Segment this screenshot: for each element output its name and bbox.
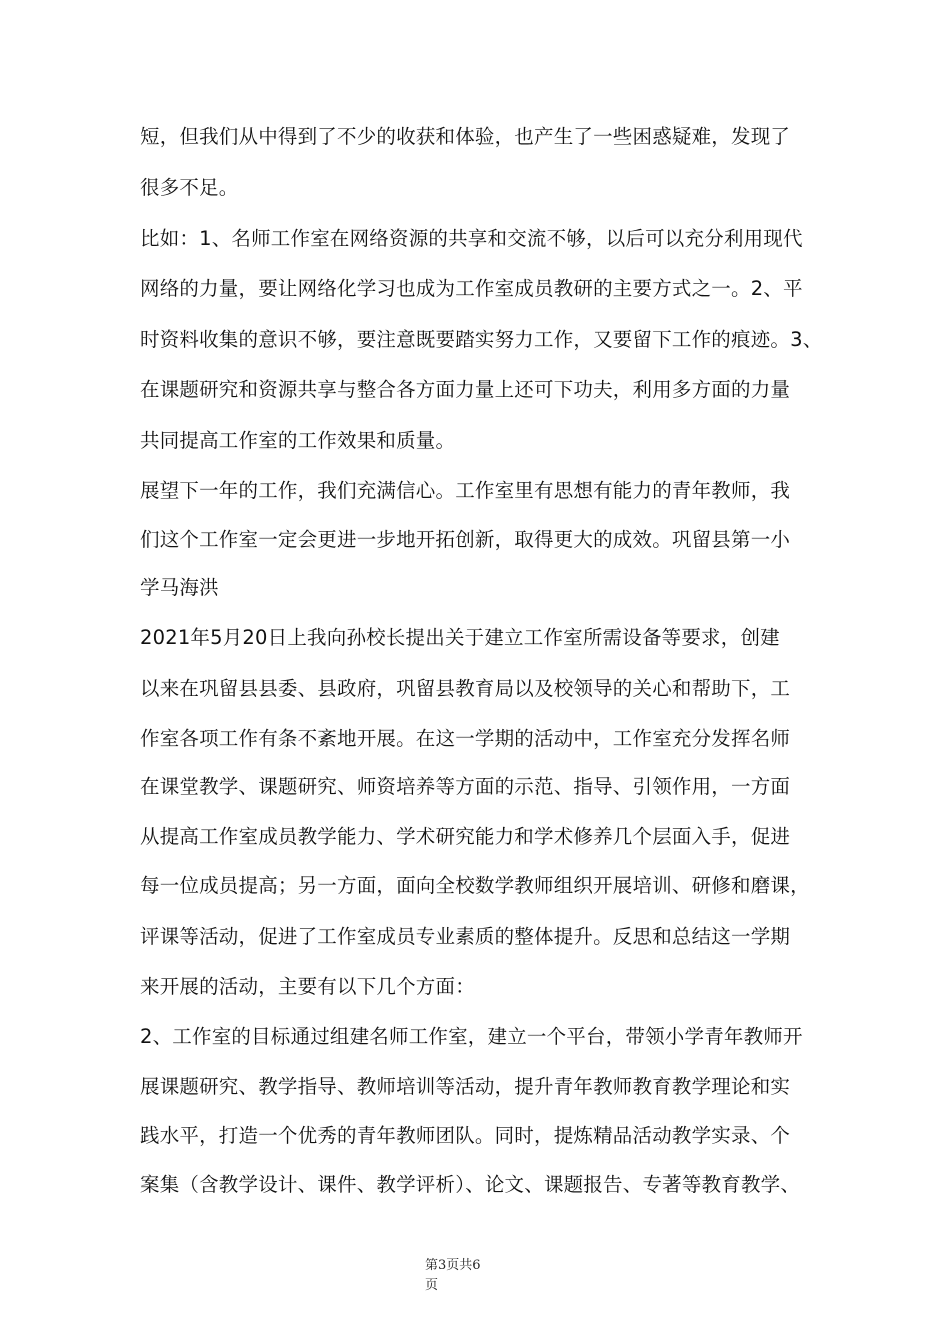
text-line: 学马海洪 xyxy=(140,576,219,599)
text-line: 践水平，打造一个优秀的青年教师团队。同时，提炼精品活动教学实录、个 xyxy=(140,1124,791,1147)
text-line: 作室各项工作有条不紊地开展。在这一学期的活动中，工作室充分发挥名师 xyxy=(140,727,791,750)
text-line: 从提高工作室成员教学能力、学术研究能力和学术修养几个层面入手，促进 xyxy=(140,825,791,848)
text-line: 很多不足。 xyxy=(140,176,239,199)
text-line: 展望下一年的工作，我们充满信心。工作室里有思想有能力的青年教师，我 xyxy=(140,479,791,502)
page-number-line2: 页 xyxy=(425,1278,439,1293)
text-line: 共同提高工作室的工作效果和质量。 xyxy=(140,429,456,452)
text-line: 每一位成员提高；另一方面，面向全校数学教师组织开展培训、研修和磨课， xyxy=(140,874,810,897)
page-number xyxy=(425,1256,525,1296)
text-line: 评课等活动，促进了工作室成员专业素质的整体提升。反思和总结这一学期 xyxy=(140,925,791,948)
text-line: 展课题研究、教学指导、教师培训等活动，提升青年教师教育教学理论和实 xyxy=(140,1075,791,1098)
text-line: 2021年5月20日上我向孙校长提出关于建立工作室所需设备等要求，创建 xyxy=(140,626,780,649)
text-line: 比如：1、名师工作室在网络资源的共享和交流不够，以后可以充分利用现代 xyxy=(140,227,803,250)
text-line: 以来在巩留县县委、县政府，巩留县教育局以及校领导的关心和帮助下，工 xyxy=(140,677,791,700)
page-number-line1: 第3页共6 xyxy=(425,1258,481,1273)
text-line: 短，但我们从中得到了不少的收获和体验，也产生了一些困惑疑难，发现了 xyxy=(140,125,791,148)
text-line: 2、工作室的目标通过组建名师工作室，建立一个平台，带领小学青年教师开 xyxy=(140,1025,803,1048)
text-line: 时资料收集的意识不够，要注意既要踏实努力工作，又要留下工作的痕迹。3、 xyxy=(140,328,823,351)
text-line: 们这个工作室一定会更进一步地开拓创新，取得更大的成效。巩留县第一小 xyxy=(140,528,791,551)
text-line: 网络的力量，要让网络化学习也成为工作室成员教研的主要方式之一。2、平 xyxy=(140,277,803,300)
text-line: 来开展的活动，主要有以下几个方面： xyxy=(140,975,475,998)
text-line: 案集（含教学设计、课件、教学评析）、论文、课题报告、专著等教育教学、 xyxy=(140,1173,801,1196)
text-line: 在课题研究和资源共享与整合各方面力量上还可下功夫，利用多方面的力量 xyxy=(140,378,791,401)
text-line: 在课堂教学、课题研究、师资培养等方面的示范、指导、引领作用，一方面 xyxy=(140,775,791,798)
